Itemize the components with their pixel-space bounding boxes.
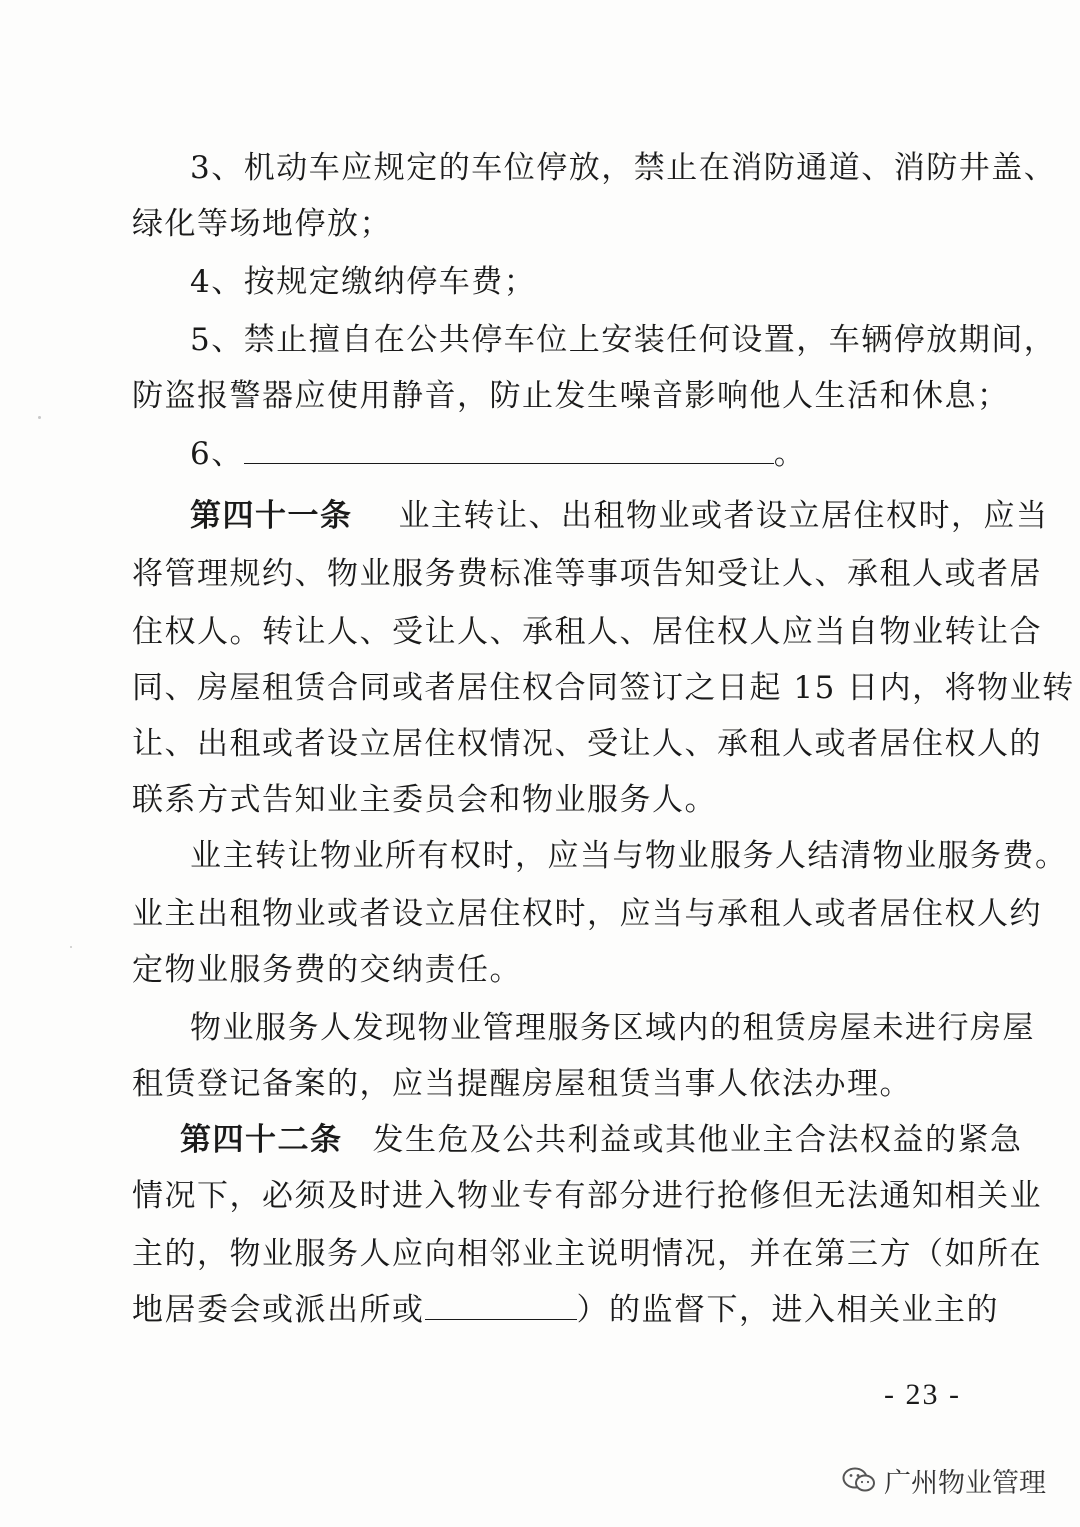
text-line: 同、房屋租赁合同或者居住权合同签订之日起 15 日内，将物业转 (132, 670, 1075, 706)
text-segment: 地居委会或派出所或 (132, 1292, 425, 1328)
article-title: 第四十一条 (190, 498, 353, 534)
text-line (180, 1120, 1023, 1160)
article-text: 业主转让、出租物业或者设立居住权时，应当 (398, 498, 1049, 534)
text-line (132, 1290, 999, 1330)
text-line: 定物业服务费的交纳责任。 (132, 952, 522, 988)
text-line: 防盗报警器应使用静音，防止发生噪音影响他人生活和休息； (132, 378, 1010, 414)
text-line (190, 434, 1010, 474)
text-segment: ）的监督下，进入相关业主的 (576, 1292, 999, 1328)
article-text: 发生危及公共利益或其他业主合法权益的紧急 (372, 1122, 1023, 1158)
scan-speck (70, 946, 72, 948)
text-line: 绿化等场地停放； (132, 206, 392, 242)
watermark (842, 1462, 1046, 1498)
fill-in-blank (244, 435, 774, 464)
text-line (190, 496, 1049, 536)
scan-speck (38, 416, 41, 419)
text-line: 租赁登记备案的，应当提醒房屋租赁当事人依法办理。 (132, 1066, 912, 1102)
fill-in-blank (425, 1291, 577, 1320)
text-line: 4、按规定缴纳停车费； (190, 264, 537, 300)
text-line: 让、出租或者设立居住权情况、受让人、承租人或者居住权人的 (132, 726, 1042, 762)
text-line: 业主出租物业或者设立居住权时，应当与承租人或者居住权人约 (132, 896, 1042, 932)
text-line: 主的，物业服务人应向相邻业主说明情况，并在第三方（如所在 (132, 1236, 1042, 1272)
text-line: 将管理规约、物业服务费标准等事项告知受让人、承租人或者居 (132, 556, 1042, 592)
article-title: 第四十二条 (180, 1122, 343, 1158)
text-line: 物业服务人发现物业管理服务区域内的租赁房屋未进行房屋 (190, 1010, 1035, 1046)
text-line: 5、禁止擅自在公共停车位上安装任何设置，车辆停放期间， (190, 322, 1057, 358)
text-line: 联系方式告知业主委员会和物业服务人。 (132, 782, 717, 818)
text-line: 住权人。转让人、受让人、承租人、居住权人应当自物业转让合 (132, 614, 1042, 650)
line-end-mark: 。 (773, 436, 807, 472)
item-number: 6、 (190, 436, 244, 472)
page-number: - 23 - (884, 1378, 961, 1411)
text-line: 情况下，必须及时进入物业专有部分进行抢修但无法通知相关业 (132, 1178, 1042, 1214)
watermark-text: 广州物业管理 (884, 1467, 1046, 1499)
wechat-icon (842, 1466, 876, 1494)
text-line: 业主转让物业所有权时，应当与物业服务人结清物业服务费。 (190, 838, 1068, 874)
text-line: 3、机动车应规定的车位停放，禁止在消防通道、消防井盖、 (190, 150, 1057, 186)
